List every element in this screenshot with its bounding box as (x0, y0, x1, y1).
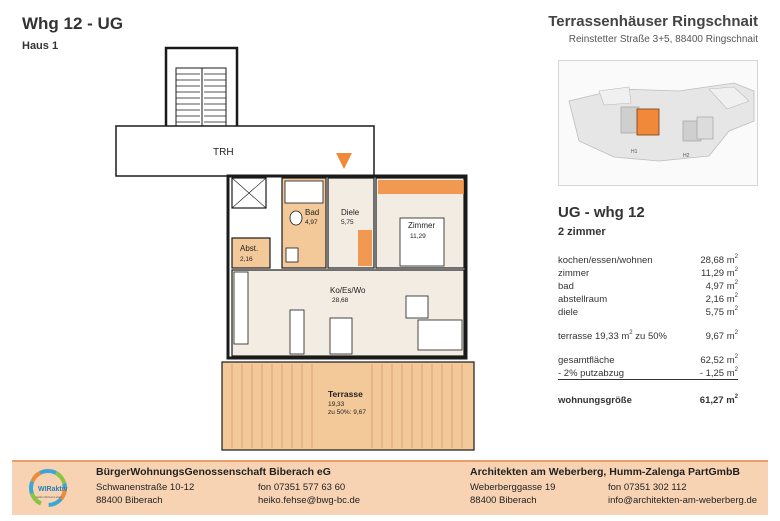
area-label: bad (558, 281, 574, 292)
room-area-diele: 5,75 (341, 219, 354, 226)
architect-street: Weberberggasse 19 (470, 482, 556, 493)
final-size-label: wohnungsgröße (558, 395, 632, 406)
room-area-abst: 2,16 (240, 256, 253, 263)
area-value: 11,29 $m^2$ (701, 267, 738, 279)
total-row (558, 354, 738, 367)
area-value: 2,16 $m^2$ (705, 293, 738, 305)
room-label-abst: Abst. (240, 244, 259, 253)
terrace-value: 9,67 $m^2$ (705, 330, 738, 342)
deduction-row (558, 367, 738, 380)
coop-name: BürgerWohnungsGenossenschaft Biberach eG (96, 466, 331, 478)
footer (12, 460, 768, 515)
site-label-h2: H2 (683, 153, 690, 159)
site-plan (558, 60, 758, 186)
area-table (558, 254, 738, 407)
project-address: Reinstetter Straße 3+5, 88400 Ringschnait (568, 34, 758, 45)
room-area-bad: 4,97 (305, 219, 318, 226)
area-label: zimmer (558, 268, 590, 279)
area-label: diele (558, 307, 579, 318)
area-value: 5,75 $m^2$ (705, 306, 738, 318)
wir-aktiv-logo (24, 466, 78, 510)
area-label: abstellraum (558, 294, 608, 305)
architect-phone: fon 07351 302 112 (608, 482, 687, 493)
coop-phone: fon 07351 577 63 60 (258, 482, 346, 493)
room-label-trh: TRH (213, 147, 234, 158)
project-name: Terrassenhäuser Ringschnait (548, 13, 758, 30)
total-label: gesamtfläche (558, 355, 615, 366)
terrace-note: zu 50%: 9,67 (328, 409, 366, 416)
room-label-zimmer: Zimmer (408, 221, 436, 230)
site-label-h1: H1 (631, 149, 638, 155)
unit-room-count: 2 zimmer (558, 226, 606, 238)
terrace-label: terrasse 19,33 $m^2$ zu 50% (558, 330, 667, 342)
final-size-row (558, 394, 738, 407)
room-label-bad: Bad (305, 208, 320, 217)
unit-heading: Whg 12 - UG (22, 14, 124, 33)
deduction-label: - 2% putzabzug (558, 368, 625, 379)
room-area-kitchen: 28,68 (332, 297, 349, 304)
architect-name: Architekten am Weberberg, Humm-Zalenga PartGmbB (470, 466, 740, 478)
area-row (558, 293, 738, 306)
total-value: 62,52 $m^2$ (700, 354, 738, 366)
terrace-row (558, 330, 738, 343)
room-label-terrasse: Terrasse (328, 389, 363, 399)
logo-wordmark: WIRaktiv (38, 486, 68, 493)
area-row (558, 306, 738, 319)
deduction-value: - 1,25 $m^2$ (699, 367, 738, 379)
building-label: Haus 1 (22, 40, 59, 52)
unit-summary-title: UG - whg 12 (558, 204, 645, 221)
room-label-kitchen: Ko/Es/Wo (330, 286, 366, 295)
area-label: kochen/essen/wohnen (558, 255, 653, 266)
site-plan-drawing (559, 61, 759, 187)
architect-email[interactable]: info@architekten-am-weberberg.de (608, 495, 758, 506)
area-row (558, 267, 738, 280)
coop-city: 88400 Biberach (96, 495, 163, 506)
room-area-zimmer: 11,29 (410, 233, 426, 240)
logo-tagline: Helfen.Wohnen.Leben. (36, 496, 63, 499)
coop-street: Schwanenstraße 10-12 (96, 482, 195, 493)
area-value: 28,68 $m^2$ (700, 254, 738, 266)
architect-city: 88400 Biberach (470, 495, 537, 506)
area-value: 4,97 $m^2$ (705, 280, 738, 292)
final-size-value: 61,27 $m^2$ (699, 394, 738, 406)
room-area-terrasse: 19,33 (328, 401, 345, 408)
area-row (558, 280, 738, 293)
room-label-diele: Diele (341, 208, 360, 217)
coop-email[interactable]: heiko.fehse@bwg-bc.de (258, 495, 361, 506)
area-row (558, 254, 738, 267)
